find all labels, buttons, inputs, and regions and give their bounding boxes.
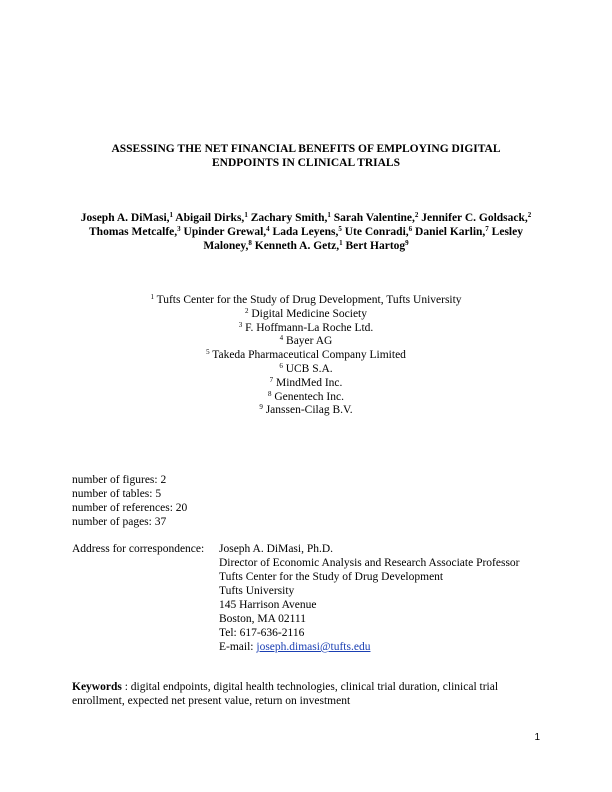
author-name: Lesley Maloney, [203, 226, 523, 252]
paper-title [72, 142, 540, 170]
author-name: Lada Leyens, [272, 226, 339, 238]
author-name: Abigail Dirks, [175, 212, 245, 224]
affiliation-number: 8 [268, 389, 272, 398]
affiliation-line [72, 376, 540, 390]
correspondence-label: Address for correspondence: [72, 543, 205, 555]
author-affiliation-marker: 5 [338, 225, 342, 233]
author-affiliation-marker: 4 [266, 225, 270, 233]
author-affiliation-marker: 2 [414, 211, 419, 219]
author-name: Sarah Valentine, [333, 212, 415, 224]
correspondent-university: Tufts University [219, 585, 295, 597]
affiliation-name: Digital Medicine Society [251, 307, 367, 320]
affiliation-name: Genentech Inc. [274, 390, 344, 403]
author-name: Upinder Grewal, [183, 226, 267, 238]
author-name: Daniel Karlin, [415, 226, 486, 238]
author-name: Joseph A. DiMasi, [80, 212, 170, 224]
affiliation-name: Janssen-Cilag B.V. [265, 404, 353, 417]
affiliation-number: 2 [245, 306, 249, 315]
keywords-label: Keywords [72, 681, 122, 693]
correspondent-center: Tufts Center for the Study of Drug Development [219, 571, 444, 583]
affiliation-list [72, 293, 540, 417]
page-number: 1 [534, 732, 540, 743]
author-name: Ute Conradi, [344, 226, 409, 238]
email-label: E-mail: [219, 641, 257, 653]
author-affiliation-marker: 6 [408, 225, 413, 233]
affiliation-number: 1 [150, 293, 154, 301]
author-affiliation-marker: 2 [527, 211, 532, 219]
affiliation-line [72, 334, 540, 348]
affiliation-number: 7 [269, 375, 274, 384]
affiliation-number: 3 [238, 320, 243, 329]
correspondent-phone: Tel: 617-636-2116 [219, 627, 305, 639]
author-name: Kenneth A. Getz, [254, 240, 340, 252]
affiliation-number: 9 [259, 403, 263, 412]
correspondent-email-line [219, 640, 549, 654]
correspondent-title: Director of Economic Analysis and Research Associate Professor [219, 557, 520, 569]
author-name: Thomas Metcalfe, [89, 226, 178, 238]
affiliation-line [72, 321, 540, 335]
correspondent-street: 145 Harrison Avenue [219, 599, 317, 611]
author-name: Jennifer C. Goldsack, [421, 212, 528, 224]
author-affiliation-marker: 9 [405, 239, 409, 247]
email-link[interactable]: joseph.dimasi@tufts.edu [256, 641, 371, 653]
affiliation-line [72, 362, 540, 376]
author-affiliation-marker: 3 [177, 225, 181, 233]
manuscript-stats [72, 473, 187, 529]
author-list [72, 211, 540, 253]
affiliation-name: F. Hoffmann-La Roche Ltd. [245, 321, 374, 334]
affiliation-number: 5 [206, 348, 210, 357]
affiliation-name: Tufts Center for the Study of Drug Development, Tufts University [156, 294, 462, 306]
author-name: Bert Hartog [345, 240, 406, 252]
affiliation-line [72, 403, 540, 417]
title-line-2: ENDPOINTS IN CLINICAL TRIALS [212, 157, 400, 169]
correspondent-city: Boston, MA 02111 [219, 613, 307, 625]
correspondence-address [219, 542, 549, 654]
affiliation-line [72, 293, 540, 307]
title-line-1: ASSESSING THE NET FINANCIAL BENEFITS OF EMPLOYING DIGITAL [111, 143, 501, 155]
keywords-paragraph [72, 680, 542, 708]
affiliation-line [72, 307, 540, 321]
affiliation-name: UCB S.A. [285, 362, 333, 375]
author-affiliation-marker: 1 [169, 211, 174, 219]
figure-count: number of figures: 2 [72, 474, 167, 486]
affiliation-name: Bayer AG [286, 335, 333, 348]
correspondent-name: Joseph A. DiMasi, Ph.D. [219, 543, 334, 555]
reference-count: number of references: 20 [72, 502, 188, 514]
affiliation-name: MindMed Inc. [275, 376, 343, 389]
affiliation-number: 6 [279, 361, 283, 370]
author-affiliation-marker: 8 [248, 239, 252, 247]
keywords-text: : digital endpoints, digital health technologies, clinical trial duration, clinical trial enrollment, expected net present value, return on investment [72, 681, 499, 707]
page-count: number of pages: 37 [72, 516, 167, 528]
author-affiliation-marker: 1 [339, 239, 343, 247]
author-affiliation-marker: 1 [244, 211, 248, 219]
table-count: number of tables: 5 [72, 488, 162, 500]
author-affiliation-marker: 7 [485, 225, 489, 233]
affiliation-name: Takeda Pharmaceutical Company Limited [212, 349, 406, 362]
author-name: Zachary Smith, [250, 212, 328, 224]
author-affiliation-marker: 1 [327, 211, 331, 219]
affiliation-number: 4 [279, 334, 284, 343]
affiliation-line [72, 348, 540, 362]
affiliation-line [72, 390, 540, 404]
